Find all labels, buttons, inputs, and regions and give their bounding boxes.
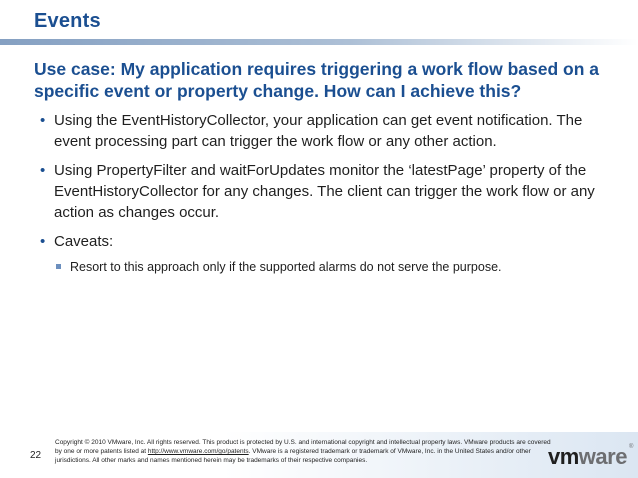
bullet-list xyxy=(34,110,618,276)
copyright-text-part1: Copyright © 2010 VMware, Inc. All rights reserved. This product is protected by U.S. and international copyright and intellectual property laws. VMware products are covered by one or more patents listed at xyxy=(55,439,551,455)
bullet-dot-icon: • xyxy=(40,233,46,250)
slide-title: Events xyxy=(34,10,101,32)
copyright-text-part2: . VMware is a registered trademark or trademark of VMware, Inc. in the United States and/or other jurisdictions. All other marks and names mentioned herein may be trademarks of their respective companies. xyxy=(55,448,531,464)
logo-vm-text: vm xyxy=(548,444,579,469)
square-bullet-icon xyxy=(56,264,61,269)
bullet-dot-icon: • xyxy=(40,112,46,129)
footer xyxy=(0,432,638,478)
bullet-text: Using the EventHistoryCollector, your application can get event notification. The event processing part can trigger the work flow or any other action. xyxy=(54,112,583,150)
subbullet-list xyxy=(54,258,618,276)
title-bar xyxy=(0,0,638,40)
subbullet-text: Resort to this approach only if the supported alarms do not serve the purpose. xyxy=(70,260,502,274)
title-divider xyxy=(0,39,638,45)
copyright-notice xyxy=(55,438,555,465)
subbullet-item xyxy=(54,258,618,276)
bullet-item xyxy=(34,231,618,276)
bullet-text: Caveats: xyxy=(54,233,114,250)
slide-content xyxy=(34,58,618,284)
logo-ware-text: ware xyxy=(578,444,627,469)
patents-link[interactable]: http://www.vmware.com/go/patents xyxy=(147,448,249,455)
page-number: 22 xyxy=(30,450,42,461)
bullet-dot-icon: • xyxy=(40,162,46,179)
bullet-text: Using PropertyFilter and waitForUpdates monitor the ‘latestPage’ property of the EventHistoryCollector for any changes. The client can trigger the work flow or any action as changes occur. xyxy=(54,162,595,221)
bullet-item xyxy=(34,110,618,152)
slide-heading: Use case: My application requires triggering a work flow based on a specific event or property change. How can I achieve this? xyxy=(34,59,600,101)
registered-mark-icon: ® xyxy=(629,444,633,450)
bullet-item xyxy=(34,160,618,223)
vmware-logo xyxy=(548,444,633,470)
